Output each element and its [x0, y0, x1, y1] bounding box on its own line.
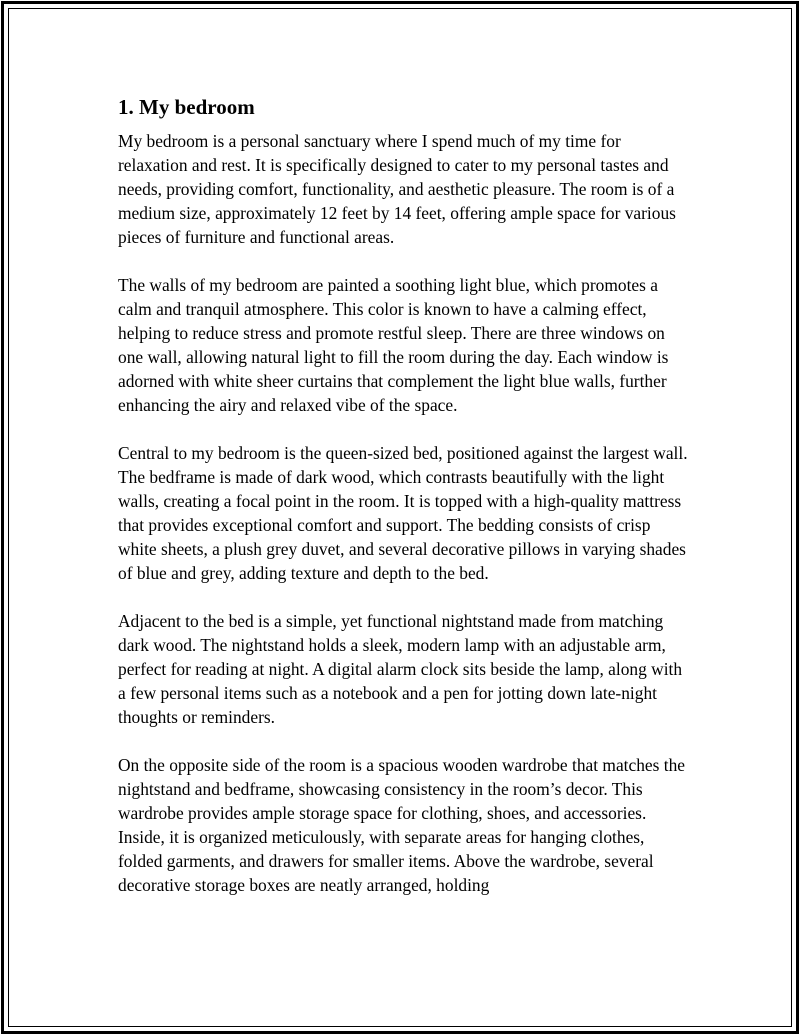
paragraph-nightstand: Adjacent to the bed is a simple, yet functional nightstand made from matching dark wood. The nightstand holds a sleek, modern lamp with an adjustable arm, perfect for reading at night. A digital alarm clock sits beside the lamp, along with a few personal items such as a notebook and a pen for jotting down late-night thoughts or reminders. — [118, 611, 683, 727]
paragraph-walls: The walls of my bedroom are painted a soothing light blue, which promotes a calm and tranquil atmosphere. This color is known to have a calming effect, helping to reduce stress and promote restful sleep. There are three windows on one wall, allowing natural light to fill the room during the day. Each window is adorned with white sheer curtains that complement the light blue walls, further enhancing the airy and relaxed vibe of the space. — [118, 275, 669, 415]
paragraph-intro: My bedroom is a personal sanctuary where I spend much of my time for relaxation and rest. It is specifically designed to cater to my personal tastes and needs, providing comfort, functionality, and aesthetic pleasure. The room is of a medium size, approximately 12 feet by 14 feet, offering ample space for various pieces of furniture and functional areas. — [118, 131, 676, 247]
paragraph-bed: Central to my bedroom is the queen-sized bed, positioned against the largest wall. The bedframe is made of dark wood, which contrasts beautifully with the light walls, creating a focal point in the room. It is topped with a high-quality mattress that provides exceptional comfort and support. The bedding consists of crisp white sheets, a plush grey duvet, and several decorative pillows in varying shades of blue and grey, adding texture and depth to the bed. — [118, 443, 688, 583]
section-title: 1. My bedroom — [118, 95, 255, 119]
paragraph-wardrobe: On the opposite side of the room is a spacious wooden wardrobe that matches the nightstand and bedframe, showcasing consistency in the room’s decor. This wardrobe provides ample storage space for clothing, shoes, and accessories. Inside, it is organized meticulously, with separate areas for hanging clothes, folded garments, and drawers for smaller items. Above the wardrobe, several decorative storage boxes are neatly arranged, holding — [118, 755, 685, 895]
document-body — [118, 94, 693, 921]
